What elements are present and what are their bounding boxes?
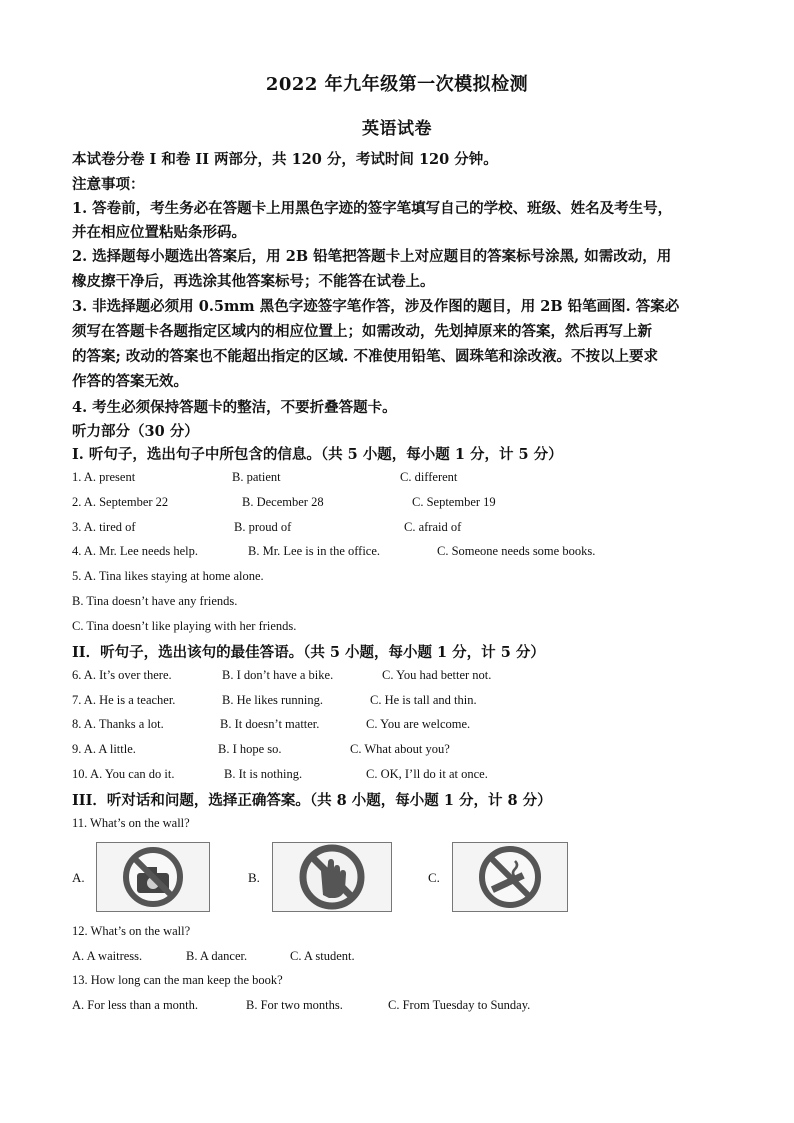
q7-option-b: B. He likes running. — [222, 693, 324, 707]
notice-line: 作答的答案无效。 — [72, 373, 188, 390]
q11-option-b-label: B. — [248, 870, 260, 885]
q12-question: 12. What’s on the wall? — [72, 924, 191, 938]
q1-option-c: C. different — [400, 470, 458, 484]
notice-line: 4. 考生必须保持答题卡的整洁，不要折叠答题卡。 — [72, 399, 397, 416]
exam-subtitle: 英语试卷 — [362, 119, 432, 139]
q13-option-c: C. From Tuesday to Sunday. — [388, 998, 531, 1012]
q13-question: 13. How long can the man keep the book? — [72, 973, 283, 987]
section2-title: II．听句子，选出该句的最佳答语。（共 5 小题，每小题 1 分，计 5 分） — [72, 644, 545, 661]
notice-intro: 本试卷分卷 I 和卷 II 两部分，共 120 分，考试时间 120 分钟。 — [72, 151, 498, 168]
q6-option-a: 6. A. It’s over there. — [72, 668, 172, 682]
q6-option-c: C. You had better not. — [382, 668, 492, 682]
q11-question: 11. What’s on the wall? — [72, 816, 190, 830]
q1-option-a: 1. A. present — [72, 470, 136, 484]
q8-option-b: B. It doesn’t matter. — [220, 717, 320, 731]
no-smoking-icon — [453, 843, 567, 911]
notice-line: 2. 选择题每小题选出答案后，用 2B 铅笔把答题卡上对应题目的答案标号涂黑, 如需改动，用 — [72, 248, 672, 265]
q11-option-b-image — [272, 842, 392, 912]
q7-option-a: 7. A. He is a teacher. — [72, 693, 176, 707]
section1-title: I. 听句子，选出句子中所包含的信息。（共 5 小题，每小题 1 分，计 5 分） — [72, 446, 563, 463]
q10-option-c: C. OK, I’ll do it at once. — [366, 767, 488, 781]
q10-option-b: B. It is nothing. — [224, 767, 303, 781]
q11-option-a-image — [96, 842, 210, 912]
q3-option-a: 3. A. tired of — [72, 520, 136, 534]
q4-option-c: C. Someone needs some books. — [437, 544, 596, 558]
notice-heading: 注意事项： — [72, 176, 145, 193]
notice-line: 1. 答卷前，考生务必在答题卡上用黑色字迹的签字笔填写自己的学校、班级、姓名及考生号， — [72, 200, 673, 217]
no-touching-icon — [273, 843, 391, 911]
q5-option-b: B. Tina doesn’t have any friends. — [72, 594, 238, 608]
q9-option-b: B. I hope so. — [218, 742, 282, 756]
listening-heading: 听力部分（30 分） — [72, 423, 199, 440]
q7-option-c: C. He is tall and thin. — [370, 693, 477, 707]
q4-option-b: B. Mr. Lee is in the office. — [248, 544, 381, 558]
q9-option-a: 9. A. A little. — [72, 742, 136, 756]
q3-option-b: B. proud of — [234, 520, 292, 534]
q12-option-b: B. A dancer. — [186, 949, 248, 963]
q5-option-a: 5. A. Tina likes staying at home alone. — [72, 569, 264, 583]
q8-option-c: C. You are welcome. — [366, 717, 471, 731]
q6-option-b: B. I don’t have a bike. — [222, 668, 334, 682]
q5-option-c: C. Tina doesn’t like playing with her friends. — [72, 619, 297, 633]
q12-option-c: C. A student. — [290, 949, 355, 963]
q12-option-a: A. A waitress. — [72, 949, 143, 963]
q11-option-c-label: C. — [428, 870, 440, 885]
notice-line: 的答案; 改动的答案也不能超出指定的区域. 不准使用铅笔、圆珠笔和涂改液。不按以上要求 — [72, 348, 658, 365]
q11-option-c-image — [452, 842, 568, 912]
q1-option-b: B. patient — [232, 470, 281, 484]
q8-option-a: 8. A. Thanks a lot. — [72, 717, 164, 731]
section3-title: III．听对话和问题，选择正确答案。（共 8 小题，每小题 1 分，计 8 分） — [72, 792, 552, 809]
exam-title: 2022 年九年级第一次模拟检测 — [265, 74, 529, 95]
q9-option-c: C. What about you? — [350, 742, 450, 756]
q2-option-a: 2. A. September 22 — [72, 495, 169, 509]
q13-option-a: A. For less than a month. — [72, 998, 199, 1012]
q3-option-c: C. afraid of — [404, 520, 462, 534]
q4-option-a: 4. A. Mr. Lee needs help. — [72, 544, 199, 558]
q13-option-b: B. For two months. — [246, 998, 343, 1012]
notice-line: 橡皮擦干净后，再选涂其他答案标号；不能答在试卷上。 — [72, 273, 435, 290]
notice-line: 并在相应位置粘贴条形码。 — [72, 224, 246, 241]
notice-line: 须写在答题卡各题指定区域内的相应位置上；如需改动，先划掉原来的答案，然后再写上新 — [72, 323, 652, 340]
q2-option-c: C. September 19 — [412, 495, 496, 509]
no-photography-icon — [97, 843, 209, 911]
q11-option-a-label: A. — [72, 870, 85, 885]
q2-option-b: B. December 28 — [242, 495, 324, 509]
notice-line: 3. 非选择题必须用 0.5mm 黑色字迹签字笔作答，涉及作图的题目，用 2B 铅笔画图. 答案必 — [72, 298, 680, 315]
q10-option-a: 10. A. You can do it. — [72, 767, 175, 781]
